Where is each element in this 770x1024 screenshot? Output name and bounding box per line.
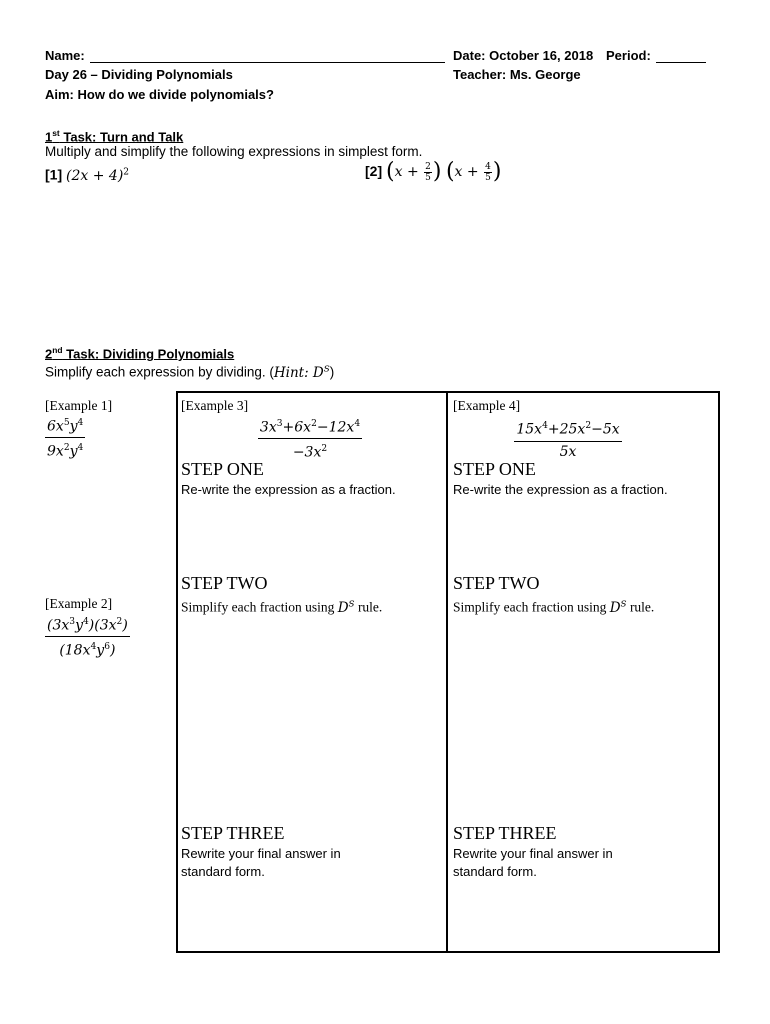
ex3-step-three-title: STEP THREE <box>181 823 285 843</box>
period-label: Period: <box>606 48 651 63</box>
problem-2 <box>365 158 501 185</box>
example2-label: [Example 2] <box>45 596 113 611</box>
aim: Aim: How do we divide polynomials? <box>45 87 274 102</box>
task2-instruction: Simplify each expression by dividing. (Hint: $D^S$) <box>45 364 335 381</box>
problem-1 <box>45 161 129 187</box>
name-blank[interactable] <box>90 62 445 63</box>
teacher-label: Teacher: Ms. George <box>453 67 581 82</box>
example2-expression: $\frac{(3x^3y^4)(3x^2)}{(18x^4y^6)}$ <box>45 613 130 659</box>
task1-heading: 1st Task: Turn and Talk <box>45 128 184 145</box>
example1-expression: $\frac{6x^5y^4}{9x^2y^4}$ <box>45 414 85 460</box>
example1-label: [Example 1] <box>45 398 113 413</box>
problem1-label: [1] <box>45 166 63 183</box>
ex4-step-three-title: STEP THREE <box>453 823 557 843</box>
ex4-step-one-text: Re-write the expression as a fraction. <box>453 482 668 497</box>
ex4-step-two-text: Simplify each fraction using $D^S$ rule. <box>453 599 655 616</box>
name-label: Name: <box>45 48 85 63</box>
date-label: Date: October 16, 2018 <box>453 48 594 63</box>
ex4-step-two-title: STEP TWO <box>453 573 540 593</box>
period-blank[interactable] <box>656 62 706 63</box>
ex4-step-one-title: STEP ONE <box>453 459 536 479</box>
ex3-step-one-text: Re-write the expression as a fraction. <box>181 482 396 497</box>
hint-text: Hint: $D^S$ <box>273 364 330 381</box>
example4-label: [Example 4] <box>453 398 521 413</box>
problem1-expression: $(2x + 4)^2$ <box>66 167 130 184</box>
problem2-expression: (x + $\frac{2}{5}$ ) (x + $\frac{4}{5}$ ) <box>386 159 502 184</box>
ex4-step-three-text: Rewrite your final answer in standard form. <box>453 846 613 879</box>
day-title: Day 26 – Dividing Polynomials <box>45 67 233 82</box>
ex3-step-two-text: Simplify each fraction using $D^S$ rule. <box>181 599 383 616</box>
example4-expression: $\frac{15x^4+25x^2-5x}{5x}$ <box>468 417 668 462</box>
ex3-step-one-title: STEP ONE <box>181 459 264 479</box>
example3-label: [Example 3] <box>181 398 249 413</box>
ex3-step-two-title: STEP TWO <box>181 573 268 593</box>
task1-instruction: Multiply and simplify the following expressions in simplest form. <box>45 144 423 159</box>
ex3-step-three-text: Rewrite your final answer in standard form. <box>181 846 341 879</box>
example3-expression: $\frac{3x^3+6x^2-12x^4}{-3x^2}$ <box>210 415 410 461</box>
problem2-label: [2] <box>365 163 383 179</box>
task2-heading: 2nd Task: Dividing Polynomials <box>45 345 235 362</box>
